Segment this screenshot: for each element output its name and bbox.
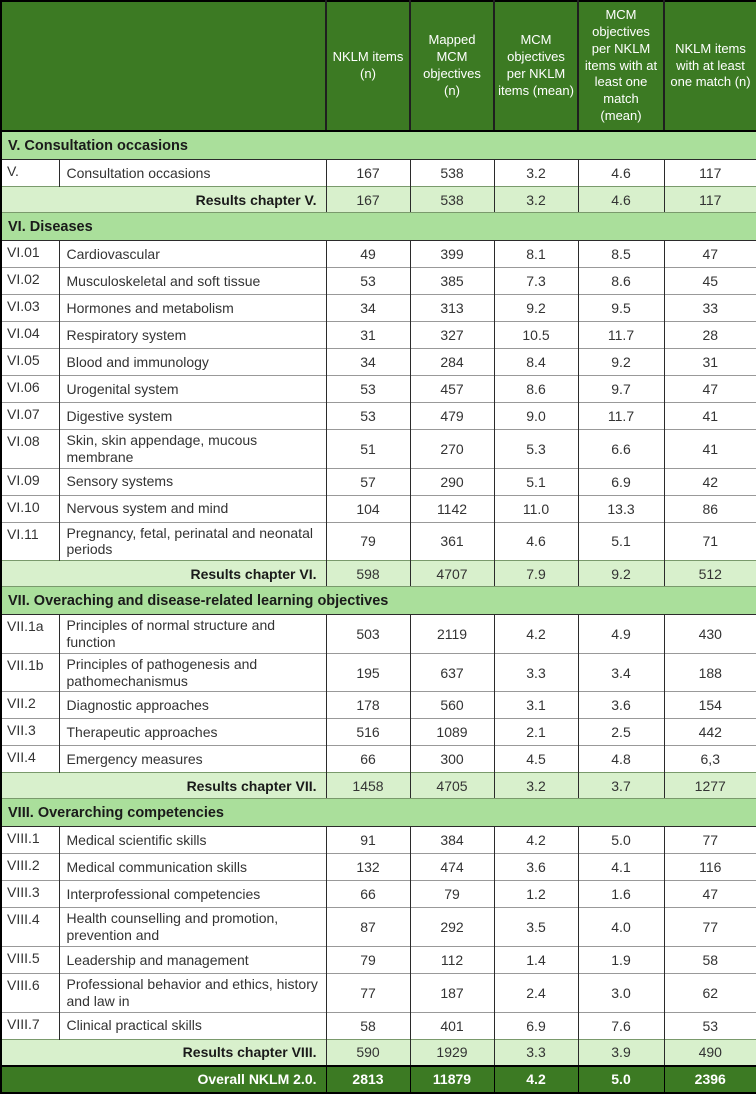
cell-value: 5.1 <box>494 468 578 495</box>
cell-value: 313 <box>410 295 494 322</box>
cell-value: 53 <box>664 1012 756 1039</box>
cell-value: 53 <box>326 403 410 430</box>
summary-label: Results chapter VIII. <box>1 1039 326 1066</box>
overall-value: 5.0 <box>578 1066 664 1093</box>
cell-value: 637 <box>410 653 494 692</box>
row-code: VII.2 <box>1 692 59 719</box>
row-code: VI.09 <box>1 468 59 495</box>
cell-value: 178 <box>326 692 410 719</box>
cell-value: 41 <box>664 403 756 430</box>
cell-value: 79 <box>410 881 494 908</box>
cell-value: 7.3 <box>494 268 578 295</box>
cell-value: 4.0 <box>578 908 664 947</box>
summary-row <box>1 1039 756 1066</box>
cell-value: 4.2 <box>494 827 578 854</box>
summary-label: Results chapter V. <box>1 187 326 213</box>
cell-value: 3.0 <box>578 973 664 1012</box>
cell-value: 5.0 <box>578 827 664 854</box>
row-label: Cardiovascular <box>59 241 326 268</box>
cell-value: 41 <box>664 430 756 469</box>
data-row <box>1 403 756 430</box>
summary-value: 538 <box>410 187 494 213</box>
cell-value: 6.6 <box>578 430 664 469</box>
cell-value: 2.5 <box>578 719 664 746</box>
data-row <box>1 881 756 908</box>
cell-value: 11.0 <box>494 495 578 522</box>
row-label: Principles of pathogenesis and pathomechanismus <box>59 653 326 692</box>
data-row <box>1 719 756 746</box>
row-code: VI.10 <box>1 495 59 522</box>
header-row <box>1 1 756 131</box>
cell-value: 58 <box>664 946 756 973</box>
row-label: Respiratory system <box>59 322 326 349</box>
row-label: Health counselling and promotion, prevention and <box>59 908 326 947</box>
cell-value: 290 <box>410 468 494 495</box>
summary-value: 167 <box>326 187 410 213</box>
cell-value: 77 <box>664 908 756 947</box>
cell-value: 4.6 <box>494 522 578 561</box>
summary-value: 4707 <box>410 561 494 587</box>
cell-value: 77 <box>664 827 756 854</box>
cell-value: 62 <box>664 973 756 1012</box>
cell-value: 49 <box>326 241 410 268</box>
summary-value: 7.9 <box>494 561 578 587</box>
cell-value: 1142 <box>410 495 494 522</box>
summary-label: Results chapter VI. <box>1 561 326 587</box>
cell-value: 4.9 <box>578 615 664 654</box>
section-row <box>1 587 756 615</box>
row-label: Blood and immunology <box>59 349 326 376</box>
data-row <box>1 268 756 295</box>
row-code: VIII.7 <box>1 1012 59 1039</box>
summary-value: 3.3 <box>494 1039 578 1066</box>
data-row <box>1 1012 756 1039</box>
cell-value: 11.7 <box>578 322 664 349</box>
cell-value: 4.6 <box>578 160 664 187</box>
table-header <box>1 1 756 131</box>
row-label: Skin, skin appendage, mucous membrane <box>59 430 326 469</box>
summary-value: 1277 <box>664 773 756 799</box>
data-row <box>1 946 756 973</box>
summary-value: 590 <box>326 1039 410 1066</box>
summary-row <box>1 561 756 587</box>
row-label: Digestive system <box>59 403 326 430</box>
cell-value: 47 <box>664 376 756 403</box>
cell-value: 3.3 <box>494 653 578 692</box>
row-code: VI.08 <box>1 430 59 469</box>
cell-value: 33 <box>664 295 756 322</box>
section-row <box>1 799 756 827</box>
cell-value: 132 <box>326 854 410 881</box>
data-row <box>1 615 756 654</box>
cell-value: 53 <box>326 376 410 403</box>
row-code: VI.04 <box>1 322 59 349</box>
row-code: VII.1b <box>1 653 59 692</box>
data-row <box>1 653 756 692</box>
cell-value: 8.6 <box>578 268 664 295</box>
cell-value: 2.4 <box>494 973 578 1012</box>
cell-value: 77 <box>326 973 410 1012</box>
cell-value: 292 <box>410 908 494 947</box>
cell-value: 327 <box>410 322 494 349</box>
cell-value: 79 <box>326 946 410 973</box>
row-label: Consultation occasions <box>59 160 326 187</box>
row-label: Hormones and metabolism <box>59 295 326 322</box>
cell-value: 3.1 <box>494 692 578 719</box>
cell-value: 361 <box>410 522 494 561</box>
row-code: VII.3 <box>1 719 59 746</box>
cell-value: 42 <box>664 468 756 495</box>
cell-value: 154 <box>664 692 756 719</box>
cell-value: 399 <box>410 241 494 268</box>
cell-value: 5.1 <box>578 522 664 561</box>
overall-row <box>1 1066 756 1093</box>
cell-value: 71 <box>664 522 756 561</box>
row-label: Sensory systems <box>59 468 326 495</box>
cell-value: 47 <box>664 241 756 268</box>
cell-value: 2.1 <box>494 719 578 746</box>
cell-value: 4.1 <box>578 854 664 881</box>
cell-value: 79 <box>326 522 410 561</box>
row-label: Diagnostic approaches <box>59 692 326 719</box>
overall-value: 2813 <box>326 1066 410 1093</box>
row-label: Nervous system and mind <box>59 495 326 522</box>
cell-value: 58 <box>326 1012 410 1039</box>
row-code: V. <box>1 160 59 187</box>
cell-value: 3.6 <box>494 854 578 881</box>
cell-value: 9.2 <box>494 295 578 322</box>
cell-value: 384 <box>410 827 494 854</box>
overall-value: 2396 <box>664 1066 756 1093</box>
cell-value: 187 <box>410 973 494 1012</box>
cell-value: 117 <box>664 160 756 187</box>
section-title: VI. Diseases <box>1 213 756 241</box>
row-code: VIII.4 <box>1 908 59 947</box>
cell-value: 430 <box>664 615 756 654</box>
cell-value: 8.5 <box>578 241 664 268</box>
row-code: VI.11 <box>1 522 59 561</box>
cell-value: 4.2 <box>494 615 578 654</box>
row-code: VIII.6 <box>1 973 59 1012</box>
column-header-3: MCM objectives per NKLM items with at least one match (mean) <box>578 1 664 131</box>
cell-value: 66 <box>326 746 410 773</box>
cell-value: 188 <box>664 653 756 692</box>
data-row <box>1 746 756 773</box>
row-code: VI.07 <box>1 403 59 430</box>
cell-value: 53 <box>326 268 410 295</box>
row-code: VII.4 <box>1 746 59 773</box>
cell-value: 34 <box>326 349 410 376</box>
summary-value: 598 <box>326 561 410 587</box>
cell-value: 2119 <box>410 615 494 654</box>
column-header-2: MCM objectives per NKLM items (mean) <box>494 1 578 131</box>
summary-value: 4705 <box>410 773 494 799</box>
section-row <box>1 213 756 241</box>
data-row <box>1 241 756 268</box>
cell-value: 51 <box>326 430 410 469</box>
cell-value: 270 <box>410 430 494 469</box>
row-label: Principles of normal structure and function <box>59 615 326 654</box>
cell-value: 47 <box>664 881 756 908</box>
data-row <box>1 322 756 349</box>
row-code: VI.05 <box>1 349 59 376</box>
row-label: Medical scientific skills <box>59 827 326 854</box>
data-row <box>1 495 756 522</box>
cell-value: 560 <box>410 692 494 719</box>
data-row <box>1 376 756 403</box>
section-title: VII. Overaching and disease-related learning objectives <box>1 587 756 615</box>
row-label: Medical communication skills <box>59 854 326 881</box>
cell-value: 457 <box>410 376 494 403</box>
column-header-4: NKLM items with at least one match (n) <box>664 1 756 131</box>
cell-value: 503 <box>326 615 410 654</box>
row-label: Therapeutic approaches <box>59 719 326 746</box>
cell-value: 1.4 <box>494 946 578 973</box>
summary-value: 4.6 <box>578 187 664 213</box>
cell-value: 116 <box>664 854 756 881</box>
cell-value: 4.8 <box>578 746 664 773</box>
cell-value: 9.5 <box>578 295 664 322</box>
cell-value: 1.6 <box>578 881 664 908</box>
cell-value: 6.9 <box>494 1012 578 1039</box>
cell-value: 3.2 <box>494 160 578 187</box>
row-label: Leadership and management <box>59 946 326 973</box>
cell-value: 3.6 <box>578 692 664 719</box>
cell-value: 8.1 <box>494 241 578 268</box>
summary-value: 512 <box>664 561 756 587</box>
cell-value: 91 <box>326 827 410 854</box>
data-row <box>1 854 756 881</box>
cell-value: 7.6 <box>578 1012 664 1039</box>
summary-value: 117 <box>664 187 756 213</box>
row-label: Pregnancy, fetal, perinatal and neonatal periods <box>59 522 326 561</box>
cell-value: 66 <box>326 881 410 908</box>
cell-value: 112 <box>410 946 494 973</box>
row-label: Emergency measures <box>59 746 326 773</box>
column-header-1: Mapped MCM objectives (n) <box>410 1 494 131</box>
data-row <box>1 827 756 854</box>
cell-value: 538 <box>410 160 494 187</box>
summary-value: 3.2 <box>494 187 578 213</box>
overall-value: 4.2 <box>494 1066 578 1093</box>
cell-value: 1.9 <box>578 946 664 973</box>
cell-value: 8.6 <box>494 376 578 403</box>
row-code: VI.02 <box>1 268 59 295</box>
section-title: VIII. Overarching competencies <box>1 799 756 827</box>
cell-value: 167 <box>326 160 410 187</box>
cell-value: 87 <box>326 908 410 947</box>
cell-value: 57 <box>326 468 410 495</box>
cell-value: 1089 <box>410 719 494 746</box>
overall-label: Overall NKLM 2.0. <box>1 1066 326 1093</box>
summary-value: 490 <box>664 1039 756 1066</box>
cell-value: 479 <box>410 403 494 430</box>
cell-value: 9.7 <box>578 376 664 403</box>
cell-value: 6.9 <box>578 468 664 495</box>
cell-value: 10.5 <box>494 322 578 349</box>
cell-value: 9.0 <box>494 403 578 430</box>
row-label: Interprofessional competencies <box>59 881 326 908</box>
cell-value: 9.2 <box>578 349 664 376</box>
row-code: VIII.5 <box>1 946 59 973</box>
column-header-0: NKLM items (n) <box>326 1 410 131</box>
row-code: VIII.2 <box>1 854 59 881</box>
data-row <box>1 692 756 719</box>
data-row <box>1 160 756 187</box>
row-code: VII.1a <box>1 615 59 654</box>
cell-value: 28 <box>664 322 756 349</box>
data-row <box>1 908 756 947</box>
row-code: VI.01 <box>1 241 59 268</box>
section-title: V. Consultation occasions <box>1 131 756 160</box>
summary-value: 1458 <box>326 773 410 799</box>
data-row <box>1 430 756 469</box>
summary-value: 1929 <box>410 1039 494 1066</box>
cell-value: 11.7 <box>578 403 664 430</box>
summary-value: 3.9 <box>578 1039 664 1066</box>
row-label: Urogenital system <box>59 376 326 403</box>
cell-value: 1.2 <box>494 881 578 908</box>
row-code: VI.06 <box>1 376 59 403</box>
data-row <box>1 349 756 376</box>
cell-value: 5.3 <box>494 430 578 469</box>
header-corner-cell <box>1 1 326 131</box>
cell-value: 6,3 <box>664 746 756 773</box>
cell-value: 516 <box>326 719 410 746</box>
cell-value: 13.3 <box>578 495 664 522</box>
cell-value: 3.5 <box>494 908 578 947</box>
table-body <box>1 131 756 1093</box>
cell-value: 31 <box>664 349 756 376</box>
data-row <box>1 468 756 495</box>
summary-value: 3.2 <box>494 773 578 799</box>
cell-value: 34 <box>326 295 410 322</box>
cell-value: 45 <box>664 268 756 295</box>
row-code: VIII.3 <box>1 881 59 908</box>
data-row <box>1 973 756 1012</box>
cell-value: 474 <box>410 854 494 881</box>
cell-value: 401 <box>410 1012 494 1039</box>
summary-value: 3.7 <box>578 773 664 799</box>
row-label: Clinical practical skills <box>59 1012 326 1039</box>
summary-label: Results chapter VII. <box>1 773 326 799</box>
cell-value: 442 <box>664 719 756 746</box>
data-row <box>1 295 756 322</box>
summary-value: 9.2 <box>578 561 664 587</box>
summary-row <box>1 773 756 799</box>
cell-value: 31 <box>326 322 410 349</box>
cell-value: 195 <box>326 653 410 692</box>
cell-value: 86 <box>664 495 756 522</box>
cell-value: 300 <box>410 746 494 773</box>
cell-value: 8.4 <box>494 349 578 376</box>
summary-row <box>1 187 756 213</box>
row-label: Musculoskeletal and soft tissue <box>59 268 326 295</box>
cell-value: 104 <box>326 495 410 522</box>
section-row <box>1 131 756 160</box>
data-row <box>1 522 756 561</box>
cell-value: 4.5 <box>494 746 578 773</box>
overall-value: 11879 <box>410 1066 494 1093</box>
row-code: VI.03 <box>1 295 59 322</box>
cell-value: 3.4 <box>578 653 664 692</box>
cell-value: 284 <box>410 349 494 376</box>
cell-value: 385 <box>410 268 494 295</box>
row-code: VIII.1 <box>1 827 59 854</box>
row-label: Professional behavior and ethics, history and law in <box>59 973 326 1012</box>
